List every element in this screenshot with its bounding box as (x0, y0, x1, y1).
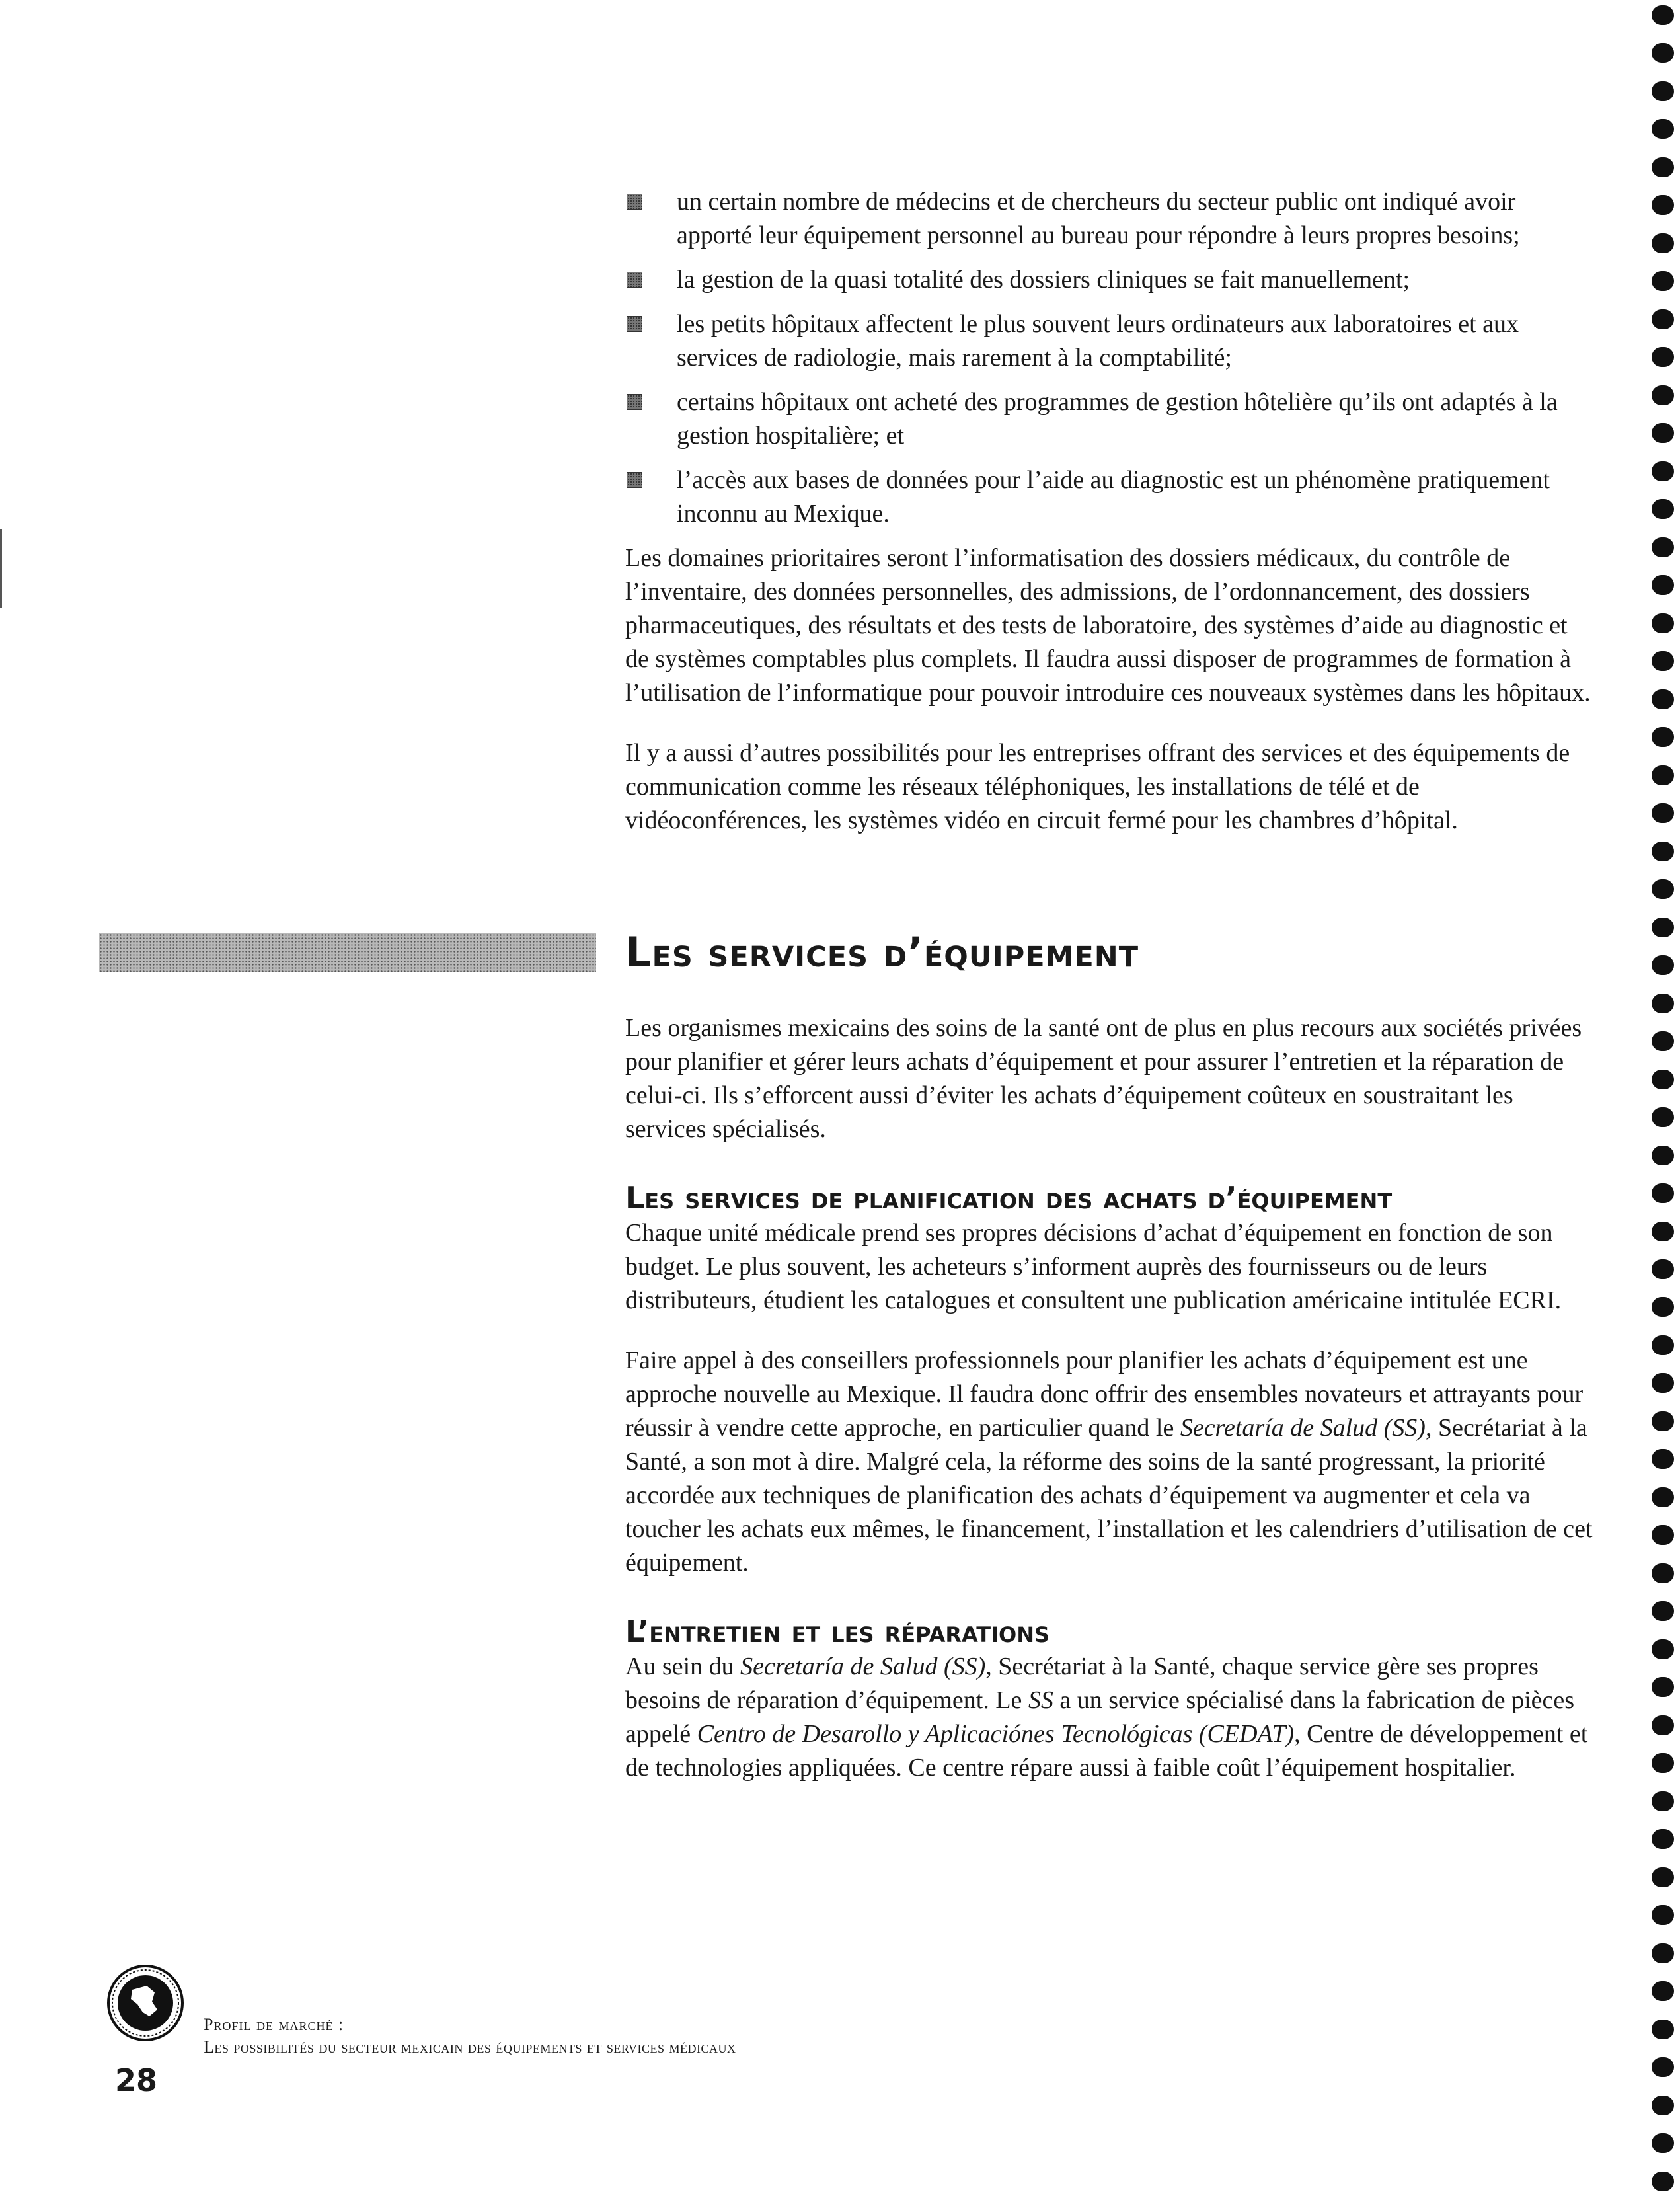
binding-hole-icon (1652, 2172, 1674, 2191)
page-footer (99, 1963, 1157, 2115)
square-bullet-icon (627, 394, 642, 410)
text-run: Au sein du (625, 1653, 741, 1680)
paragraph: Chaque unité médicale prend ses propres décisions d’achat d’équipement en fonction de son budget. Le plus souvent, les acheteurs s’informent auprès des fournisseurs ou de leurs distributeurs, étudient les catalogues et consultent une publication américaine intitulée ECRI. (625, 1219, 1562, 1314)
binding-hole-icon (1652, 157, 1674, 177)
list-item (625, 185, 1597, 253)
subsection-heading: L’entretien et les réparations (625, 1614, 1050, 1649)
binding-hole-icon (1652, 1183, 1674, 1203)
binding-hole-icon (1652, 43, 1674, 63)
page-number: 28 (115, 2062, 158, 2098)
square-bullet-icon (627, 472, 642, 488)
binding-hole-icon (1652, 879, 1674, 899)
binding-hole-icon (1652, 1943, 1674, 1963)
binding-hole-icon (1652, 918, 1674, 937)
list-item (625, 463, 1597, 531)
square-bullet-icon (627, 272, 642, 288)
binding-hole-icon (1652, 385, 1674, 405)
bullet-list (625, 185, 1597, 531)
binding-hole-icon (1652, 461, 1674, 481)
text-run-italic: Secretaría de Salud (SS) (740, 1653, 986, 1680)
subsection-heading: Les services de planification des achats d’équipement (625, 1180, 1393, 1216)
binding-hole-icon (1652, 727, 1674, 747)
list-item-text: un certain nombre de médecins et de chercheurs du secteur public ont indiqué avoir apporté leur équipement personnel au bureau pour répondre à leurs propres besoins; (677, 188, 1520, 249)
binding-hole-icon (1652, 2057, 1674, 2077)
binding-hole-icon (1652, 803, 1674, 823)
list-item (625, 307, 1597, 375)
binding-hole-icon (1652, 1905, 1674, 1925)
binding-hole-icon (1652, 499, 1674, 519)
text-run: , Centre de développement et de technologies appliquées. Ce centre répare aussi à faible coût l’équipement hospitalier. (625, 1720, 1588, 1782)
binding-hole-icon (1652, 119, 1674, 139)
binding-hole-icon (1652, 1563, 1674, 1583)
binding-hole-icon (1652, 195, 1674, 215)
binding-holes (1646, 0, 1680, 2198)
binding-hole-icon (1652, 1146, 1674, 1165)
paragraph: Les domaines prioritaires seront l’informatisation des dossiers médicaux, du contrôle de l’inventaire, des données personnelles, des admissions, de l’ordonnancement, des dossiers pharmaceutiques, des résultats et des tests de laboratoire, des systèmes d’aide au diagnostic et de systèmes comptables plus complets. Il faudra aussi disposer de programmes de formation à l’utilisation de l’informatique pour pouvoir introduire ces nouveaux systèmes dans les hôpitaux. (625, 544, 1591, 707)
binding-hole-icon (1652, 2020, 1674, 2039)
list-item-text: les petits hôpitaux affectent le plus souvent leurs ordinateurs aux laboratoires et aux services de radiologie, mais rarement à la comptabilité; (677, 310, 1519, 372)
text-run: a un service spécialisé dans la fabrication de pièces appelé (625, 1686, 1575, 1748)
binding-hole-icon (1652, 233, 1674, 253)
binding-hole-icon (1652, 1373, 1674, 1393)
binding-hole-icon (1652, 1222, 1674, 1241)
binding-hole-icon (1652, 1449, 1674, 1469)
list-item-text: l’accès aux bases de données pour l’aide au diagnostic est un phénomène pratiquement inconnu au Mexique. (677, 466, 1550, 528)
text-run: Faire appel à des conseillers professionnels pour planifier les achats d’équipement est une approche nouvelle au Mexique. Il faudra donc offrir des ensembles novateurs et attrayants pour réussir à vendre cette approche, en particulier quand le (625, 1347, 1584, 1442)
paragraph: Il y a aussi d’autres possibilités pour les entreprises offrant des services et des équipements de communication comme les réseaux téléphoniques, les installations de télé et de vidéoconférences, les systèmes vidéo en circuit fermé pour les chambres d’hôpital. (625, 739, 1570, 834)
text-run-italic: Centro de Desarollo y Aplicaciónes Tecnológicas (CEDAT) (697, 1720, 1295, 1748)
binding-hole-icon (1652, 1335, 1674, 1355)
binding-hole-icon (1652, 651, 1674, 671)
paragraph (625, 1650, 1597, 1785)
binding-hole-icon (1652, 1829, 1674, 1849)
binding-hole-icon (1652, 1070, 1674, 1089)
binding-hole-icon (1652, 575, 1674, 595)
text-run: , Secrétariat à la Santé, a son mot à dire. Malgré cela, la réforme des soins de la santé progressant, la priorité accordée aux techniques de planification des achats d’équipement va augmenter et cela va toucher les achats eux mêmes, le financement, l’installation et les calendriers d’utilisation de cet équipement. (625, 1414, 1593, 1577)
binding-hole-icon (1652, 5, 1674, 25)
margin-rule (0, 529, 2, 608)
text-run-italic: SS (1028, 1686, 1053, 1714)
footer-subtitle: Les possibilités du secteur mexicain des équipements et services médicaux (204, 2037, 736, 2057)
binding-hole-icon (1652, 1753, 1674, 1773)
list-item (625, 385, 1597, 453)
binding-hole-icon (1652, 1981, 1674, 2001)
binding-hole-icon (1652, 2096, 1674, 2115)
square-bullet-icon (627, 194, 642, 210)
binding-hole-icon (1652, 955, 1674, 975)
binding-hole-icon (1652, 423, 1674, 443)
binding-hole-icon (1652, 537, 1674, 557)
binding-hole-icon (1652, 1677, 1674, 1697)
binding-hole-icon (1652, 1639, 1674, 1659)
binding-hole-icon (1652, 1715, 1674, 1735)
text-run: , Secrétariat à la Santé, chaque service gère ses propres besoins de réparation d’équipement. Le (625, 1653, 1539, 1714)
binding-hole-icon (1652, 994, 1674, 1013)
section-content (625, 1011, 1597, 1785)
binding-hole-icon (1652, 1297, 1674, 1317)
text-run-italic: Secretaría de Salud (SS) (1180, 1414, 1426, 1442)
list-item-text: la gestion de la quasi totalité des dossiers cliniques se fait manuellement; (677, 266, 1410, 294)
binding-hole-icon (1652, 842, 1674, 861)
paragraph (625, 1344, 1597, 1580)
binding-hole-icon (1652, 1259, 1674, 1279)
footer-title: Profil de marché : (204, 2015, 344, 2034)
binding-hole-icon (1652, 1411, 1674, 1431)
binding-hole-icon (1652, 2133, 1674, 2153)
binding-hole-icon (1652, 689, 1674, 709)
binding-hole-icon (1652, 81, 1674, 101)
binding-hole-icon (1652, 309, 1674, 329)
binding-hole-icon (1652, 1791, 1674, 1811)
binding-hole-icon (1652, 1031, 1674, 1051)
list-item (625, 263, 1597, 297)
section-marker-bar (99, 933, 596, 972)
binding-hole-icon (1652, 271, 1674, 291)
binding-hole-icon (1652, 1867, 1674, 1887)
binding-hole-icon (1652, 1525, 1674, 1545)
section-heading: Les services d’équipement (625, 928, 1139, 976)
binding-hole-icon (1652, 1487, 1674, 1507)
binding-hole-icon (1652, 613, 1674, 633)
binding-hole-icon (1652, 1601, 1674, 1621)
binding-hole-icon (1652, 1107, 1674, 1127)
binding-hole-icon (1652, 765, 1674, 785)
binding-hole-icon (1652, 347, 1674, 367)
globe-logo-icon (106, 1963, 185, 2043)
list-item-text: certains hôpitaux ont acheté des programmes de gestion hôtelière qu’ils ont adaptés à la gestion hospitalière; et (677, 388, 1558, 450)
paragraph: Les organismes mexicains des soins de la santé ont de plus en plus recours aux sociétés privées pour planifier et gérer leurs achats d’équipement et pour assurer l’entretien et la réparation de celui-ci. Ils s’efforcent aussi d’éviter les achats d’équipement coûteux en soustraitant les services spécialisés. (625, 1014, 1582, 1143)
intro-content (625, 185, 1597, 838)
square-bullet-icon (627, 316, 642, 332)
